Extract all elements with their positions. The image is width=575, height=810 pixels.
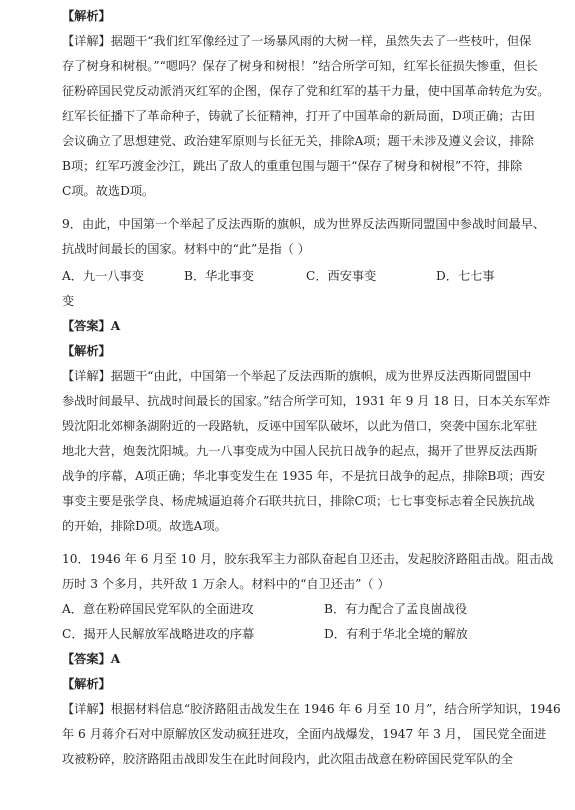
q9-detail-line: 事变主要是张学良、杨虎城逼迫蒋介石联共抗日，排除C项；七七事变标志着全民族抗战 [62,494,535,508]
q8-detail-line: 会议确立了思想建党、政治建军原则与长征无关，排除A项；题干未涉及遵义会议，排除 [62,134,534,148]
q9-option-d: D．七七事 [436,269,495,283]
q8-detail-line: 征粉碎国民党反动派消灭红军的企图，保存了党和红军的基干力量，使中国革命转危为安。 [62,84,550,98]
q9-detail-line: 地北大营，炮轰沈阳城。九一八事变成为中国人民抗日战争的起点，揭开了世界反法西斯 [62,444,538,458]
q8-detail-line: B项；红军巧渡金沙江，跳出了敌人的重重包围与题干“保存了树身和树根”不符，排除 [62,159,523,173]
q9-detail-line: 毁沈阳北郊柳条湖附近的一段路轨，反诬中国军队破坏，以此为借口，突袭中国东北军驻 [62,419,538,433]
document-page [62,0,561,772]
q9-option-c: C．西安事变 [306,269,377,283]
q10-option-c: C．揭开人民解放军战略进攻的序幕 [62,627,255,641]
q9-detail-line: 的开始，排除D项。故选A项。 [62,519,227,533]
q9-stem-line: 9．由此，中国第一个举起了反法西斯的旗帜，成为世界反法西斯同盟国中参战时间最早、 [62,217,546,231]
q9-stem-line: 抗战时间最长的国家。材料中的“此”是指（ ） [62,242,310,256]
q10-option-d: D．有利于华北全境的解放 [324,627,468,641]
q8-detail-line: 红军长征播下了革命种子，铸就了长征精神，打开了中国革命的新局面，D项正确；古田 [62,109,535,123]
q9-detail-line: 战争的序幕，A项正确；华北事变发生在 1935 年，不是抗日战争的起点，排除B项；西安 [62,469,546,483]
q9-jiexi-heading: 【解析】 [62,344,111,358]
q9-option-b: B．华北事变 [184,269,254,283]
question-9 [62,212,551,539]
q8-analysis [62,4,550,204]
q10-option-a: A．意在粉碎国民党军队的全面进攻 [62,602,254,616]
q10-stem-line: 历时 3 个多月，共歼敌 1 万余人。材料中的“自卫还击”（ ） [62,577,390,591]
q10-stem-line: 10．1946 年 6 月至 10 月，胶东我军主力部队奋起自卫还击，发起胶济路阻击战。阻击战 [62,552,554,566]
q10-answer: 【答案】A [62,652,121,666]
q9-option-wrap: 变 [62,294,75,308]
q8-detail-line: 存了树身和树根。”“嗯吗？保存了树身和树根！”结合所学可知，红军长征损失惨重，但长 [62,59,538,73]
q10-options-row-1 [62,597,517,622]
q10-detail-line: 攻被粉碎，胶济路阻击战即发生在此时间段内，此次阻击战意在粉碎国民党军队的全 [62,752,513,766]
q8-detail-line: 【详解】据题干“我们红军像经过了一场暴风雨的大树一样，虽然失去了一些枝叶，但保 [62,34,532,48]
question-10 [62,547,561,772]
q10-options-row-2 [62,622,517,647]
q10-jiexi-heading: 【解析】 [62,677,111,691]
q9-detail-line: 【详解】据题干“由此，中国第一个举起了反法西斯的旗帜，成为世界反法西斯同盟国中 [62,369,532,383]
q9-options [62,264,517,289]
q10-detail-line: 年 6 月蒋介石对中原解放区发动疯狂进攻，全面内战爆发，1947 年 3 月， 国民党全面进 [62,727,547,741]
q10-option-b: B．有力配合了孟良崮战役 [324,602,468,616]
q9-option-a: A．九一八事变 [62,269,144,283]
q10-detail-line: 【详解】根据材料信息“胶济路阻击战发生在 1946 年 6 月至 10 月”，结合所学知识，1946 [62,702,561,716]
q9-answer: 【答案】A [62,319,121,333]
q8-jiexi-heading: 【解析】 [62,9,111,23]
q9-detail-line: 参战时间最早、抗战时间最长的国家。”结合所学可知，1931 年 9 月 18 日，日本关东军炸 [62,394,551,408]
q8-detail-line: C项。故选D项。 [62,184,155,198]
